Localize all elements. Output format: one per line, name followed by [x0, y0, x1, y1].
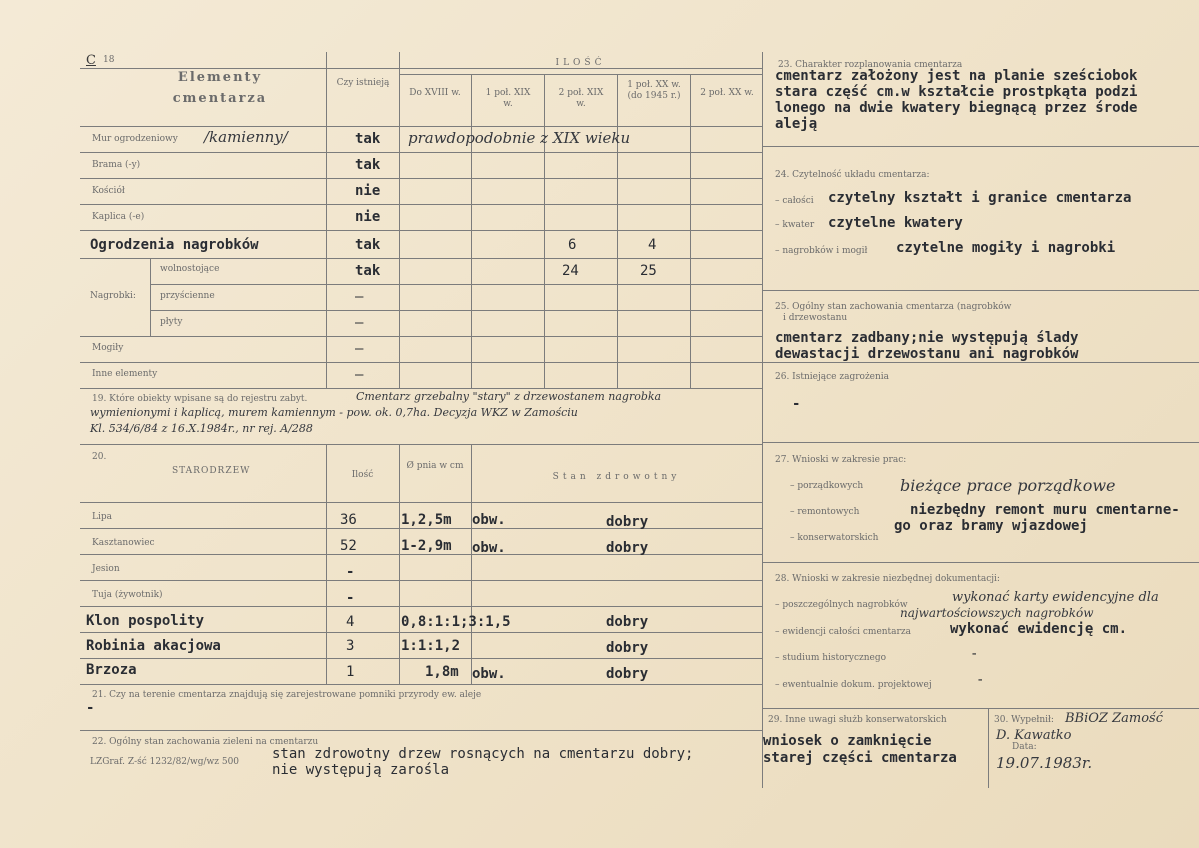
rule	[80, 632, 762, 633]
rule	[80, 684, 762, 685]
rule	[762, 52, 763, 788]
corner-number: 18	[103, 55, 115, 65]
qty-2pol-xix: 6	[568, 237, 577, 253]
wall-note-handwritten: prawdopodobnie z XIX wieku	[408, 129, 631, 147]
tree-name: Kasztanowiec	[92, 538, 155, 548]
period-1: Do XVIII w.	[409, 88, 461, 98]
rule	[150, 310, 762, 311]
section26-label: 26. Istniejące zagrożenia	[775, 372, 890, 382]
tree-qty: 1	[346, 664, 355, 680]
section28-item-value: -	[970, 646, 979, 662]
section29-label: 29. Inne uwagi służb konserwatorskich	[768, 715, 947, 725]
trees-number: 20.	[92, 452, 107, 462]
rule	[80, 258, 762, 259]
section30-value-handwritten: BBiOZ Zamość	[1065, 711, 1163, 726]
rule	[617, 74, 618, 388]
rule	[471, 74, 472, 388]
row-label-typed: Ogrodzenia nagrobków	[90, 237, 259, 253]
tree-diameter: 1:1:1,2	[401, 638, 461, 654]
tree-name: Jesion	[92, 564, 120, 574]
tree-name: Lipa	[92, 512, 112, 522]
section21-value: -	[86, 700, 95, 716]
exists-header: Czy istnieją	[336, 78, 390, 88]
tree-name-typed: Klon pospolity	[86, 613, 205, 629]
section24-label: 24. Czytelność układu cmentarza:	[775, 170, 930, 180]
section26-value: -	[792, 396, 801, 412]
elements-title-1: Elementy	[177, 70, 263, 85]
qty-1pol-xx: 4	[648, 237, 657, 253]
tree-health: dobry	[606, 666, 649, 682]
tree-diameter: 1,8m	[425, 664, 459, 680]
rule	[762, 562, 1199, 563]
section28-item-value: wykonać ewidencję cm.	[950, 621, 1128, 637]
section19-label: 19. Które obiekty wpisane są do rejestru zabyt.	[92, 394, 308, 404]
tree-diameter: 0,8:1:1;3:1,5	[401, 614, 511, 630]
rule	[80, 152, 762, 153]
section23-label: 23. Charakter rozplanowania cmentarza	[778, 60, 963, 70]
rule	[80, 388, 762, 389]
tree-note: obw.	[472, 512, 506, 528]
section24-item-value: czytelne mogiły i nagrobki	[896, 240, 1116, 256]
trees-qty-header: Ilość	[351, 470, 374, 480]
rule	[80, 730, 762, 731]
tree-name-typed: Brzoza	[86, 662, 137, 678]
section30-date-handwritten: 19.07.1983r.	[996, 754, 1093, 772]
row-exists: tak	[355, 263, 381, 279]
section30-name-handwritten: D. Kawatko	[996, 728, 1072, 743]
tree-qty: -	[346, 590, 355, 606]
section25-value-2: dewastacji drzewostanu ani nagrobków	[775, 346, 1079, 362]
section22-value-1: stan zdrowotny drzew rosnących na cmentarzu dobry;	[272, 746, 694, 762]
rule	[762, 362, 1199, 363]
section28-item-label: – poszczególnych nagrobków	[775, 600, 908, 610]
section28-item-label: – studium historycznego	[775, 653, 887, 663]
tree-health: dobry	[606, 640, 649, 656]
row-exists: tak	[355, 131, 381, 147]
tree-health: dobry	[606, 614, 649, 630]
rule	[762, 708, 1199, 709]
rule	[80, 444, 762, 445]
rule	[399, 52, 400, 388]
section24-item-label: – kwater	[775, 220, 815, 230]
row-label: Brama (-y)	[92, 160, 141, 170]
section27-item-value-handwritten: bieżące prace porządkowe	[900, 476, 1116, 495]
period-3: 2 poł. XIX w.	[558, 88, 604, 109]
section19-hand-2: wymienionymi i kaplicą, murem kamiennym - pow. ok. 0,7ha. Decyzja WKZ w Zamościu	[90, 406, 578, 419]
rule	[399, 444, 400, 684]
row-exists: —	[355, 341, 364, 357]
rule	[544, 74, 545, 388]
rule	[80, 204, 762, 205]
row-exists: tak	[355, 157, 381, 173]
tree-qty: 36	[340, 512, 357, 528]
section27-item-value-2: go oraz bramy wjazdowej	[894, 518, 1088, 534]
printer-footer: LZGraf. Z-ść 1232/82/wg/wz 500	[90, 757, 240, 767]
row-extra-handwritten: /kamienny/	[204, 128, 288, 146]
section23-line: cmentarz założony jest na planie sześciobok	[775, 68, 1138, 84]
trees-health-header: Stan zdrowotny	[552, 472, 681, 482]
corner-mark: C	[86, 53, 96, 68]
section24-item-value: czytelny kształt i granice cmentarza	[828, 190, 1132, 206]
rule	[80, 554, 762, 555]
tree-note: obw.	[472, 540, 506, 556]
section23-line: stara część cm.w kształcie prostpkąta podzi	[775, 84, 1138, 100]
trees-diameter-header: Ø pnia w cm	[406, 461, 464, 471]
period-2: 1 poł. XIX w.	[485, 88, 531, 109]
row-label: Inne elementy	[92, 369, 158, 379]
tree-health: dobry	[606, 514, 649, 530]
section22-label: 22. Ogólny stan zachowania zieleni na cmentarzu	[92, 737, 319, 747]
section28-item-value: -	[976, 672, 985, 688]
section25-label-1: 25. Ogólny stan zachowania cmentarza (nagrobków	[775, 302, 1012, 312]
row-exists: —	[355, 367, 364, 383]
rule	[80, 580, 762, 581]
rule	[80, 230, 762, 231]
section27-item-value: niezbędny remont muru cmentarne-	[910, 502, 1180, 518]
tree-qty: 4	[346, 614, 355, 630]
section24-item-label: – nagrobków i mogił	[775, 246, 868, 256]
section30-label: 30. Wypełnił:	[994, 715, 1054, 725]
qty-1pol-xx: 25	[640, 263, 657, 279]
section24-item-label: – całości	[775, 196, 814, 206]
tree-diameter: 1,2,5m	[401, 512, 452, 528]
section19-hand-1: Cmentarz grzebalny "stary" z drzewostanem nagrobka	[356, 390, 662, 403]
row-label: Kościół	[92, 186, 125, 196]
row-label: przyścienne	[160, 291, 215, 301]
rule	[762, 290, 1199, 291]
section22-value-2: nie występują zarośla	[272, 762, 450, 778]
qty-2pol-xix: 24	[562, 263, 579, 279]
rule	[690, 74, 691, 388]
rule	[399, 74, 762, 75]
rule	[80, 126, 762, 127]
row-label: płyty	[160, 317, 183, 327]
rule	[150, 258, 151, 336]
rule	[326, 52, 327, 388]
section27-item-label: – konserwatorskich	[790, 533, 879, 543]
period-5: 2 poł. XX w.	[700, 88, 754, 98]
rule	[80, 502, 762, 503]
row-label: wolnostojące	[160, 264, 220, 274]
section23-line: lonego na dwie kwatery biegnącą przez środe	[775, 100, 1138, 116]
trees-title: STARODRZEW	[172, 466, 251, 476]
rule	[80, 362, 762, 363]
section29-value-2: starej części cmentarza	[763, 750, 957, 766]
row-exists: —	[355, 315, 364, 331]
nagrobki-group-label: Nagrobki:	[90, 291, 136, 301]
section28-item-label: – ewentualnie dokum. projektowej	[775, 680, 932, 690]
section29-value-1: wniosek o zamknięcie	[763, 733, 932, 749]
tree-note: obw.	[472, 666, 506, 682]
section28-label: 28. Wnioski w zakresie niezbędnej dokumentacji:	[775, 574, 1000, 584]
tree-health: dobry	[606, 540, 649, 556]
tree-qty: 3	[346, 638, 355, 654]
rule	[762, 442, 1199, 443]
rule	[80, 528, 762, 529]
rule	[80, 336, 762, 337]
rule	[988, 708, 989, 788]
rule	[762, 146, 1199, 147]
tree-name-typed: Robinia akacjowa	[86, 638, 221, 654]
section25-label-2: i drzewostanu	[783, 313, 848, 323]
row-exists: nie	[355, 209, 381, 225]
section27-label: 27. Wnioski w zakresie prac:	[775, 455, 907, 465]
row-exists: tak	[355, 237, 381, 253]
period-4: 1 poł. XX w. (do 1945 r.)	[627, 80, 681, 101]
section19-hand-3: Kl. 534/6/84 z 16.X.1984r., nr rej. A/288	[90, 422, 313, 435]
section28-item-label: – ewidencji całości cmentarza	[775, 627, 911, 637]
quantity-header: ILOŚĆ	[555, 58, 606, 68]
tree-name: Tuja (żywotnik)	[92, 590, 163, 600]
section23-line: aleją	[775, 116, 818, 132]
row-label: Mogiły	[92, 343, 124, 353]
section21-label: 21. Czy na terenie cmentarza znajdują się zarejestrowane pomniki przyrody ew. aleje	[92, 690, 482, 700]
section28-item-value-handwritten: wykonać karty ewidencyjne dla	[952, 590, 1159, 605]
rule	[80, 178, 762, 179]
tree-diameter: 1-2,9m	[401, 538, 452, 554]
section27-item-label: – porządkowych	[790, 481, 864, 491]
section25-value-1: cmentarz zadbany;nie występują ślady	[775, 330, 1079, 346]
row-label: Mur ogrodzeniowy	[92, 134, 178, 144]
rule	[80, 606, 762, 607]
rule	[80, 658, 762, 659]
section30-date-label: Data:	[1012, 742, 1037, 752]
section24-item-value: czytelne kwatery	[828, 215, 963, 231]
tree-qty: 52	[340, 538, 357, 554]
elements-title-2: cmentarza	[172, 91, 268, 106]
tree-qty: -	[346, 564, 355, 580]
row-exists: —	[355, 289, 364, 305]
row-exists: nie	[355, 183, 381, 199]
section27-item-label: – remontowych	[790, 507, 860, 517]
section28-item-value-handwritten-2: najwartościowszych nagrobków	[900, 606, 1094, 620]
rule	[150, 284, 762, 285]
row-label: Kaplica (-e)	[92, 212, 145, 222]
